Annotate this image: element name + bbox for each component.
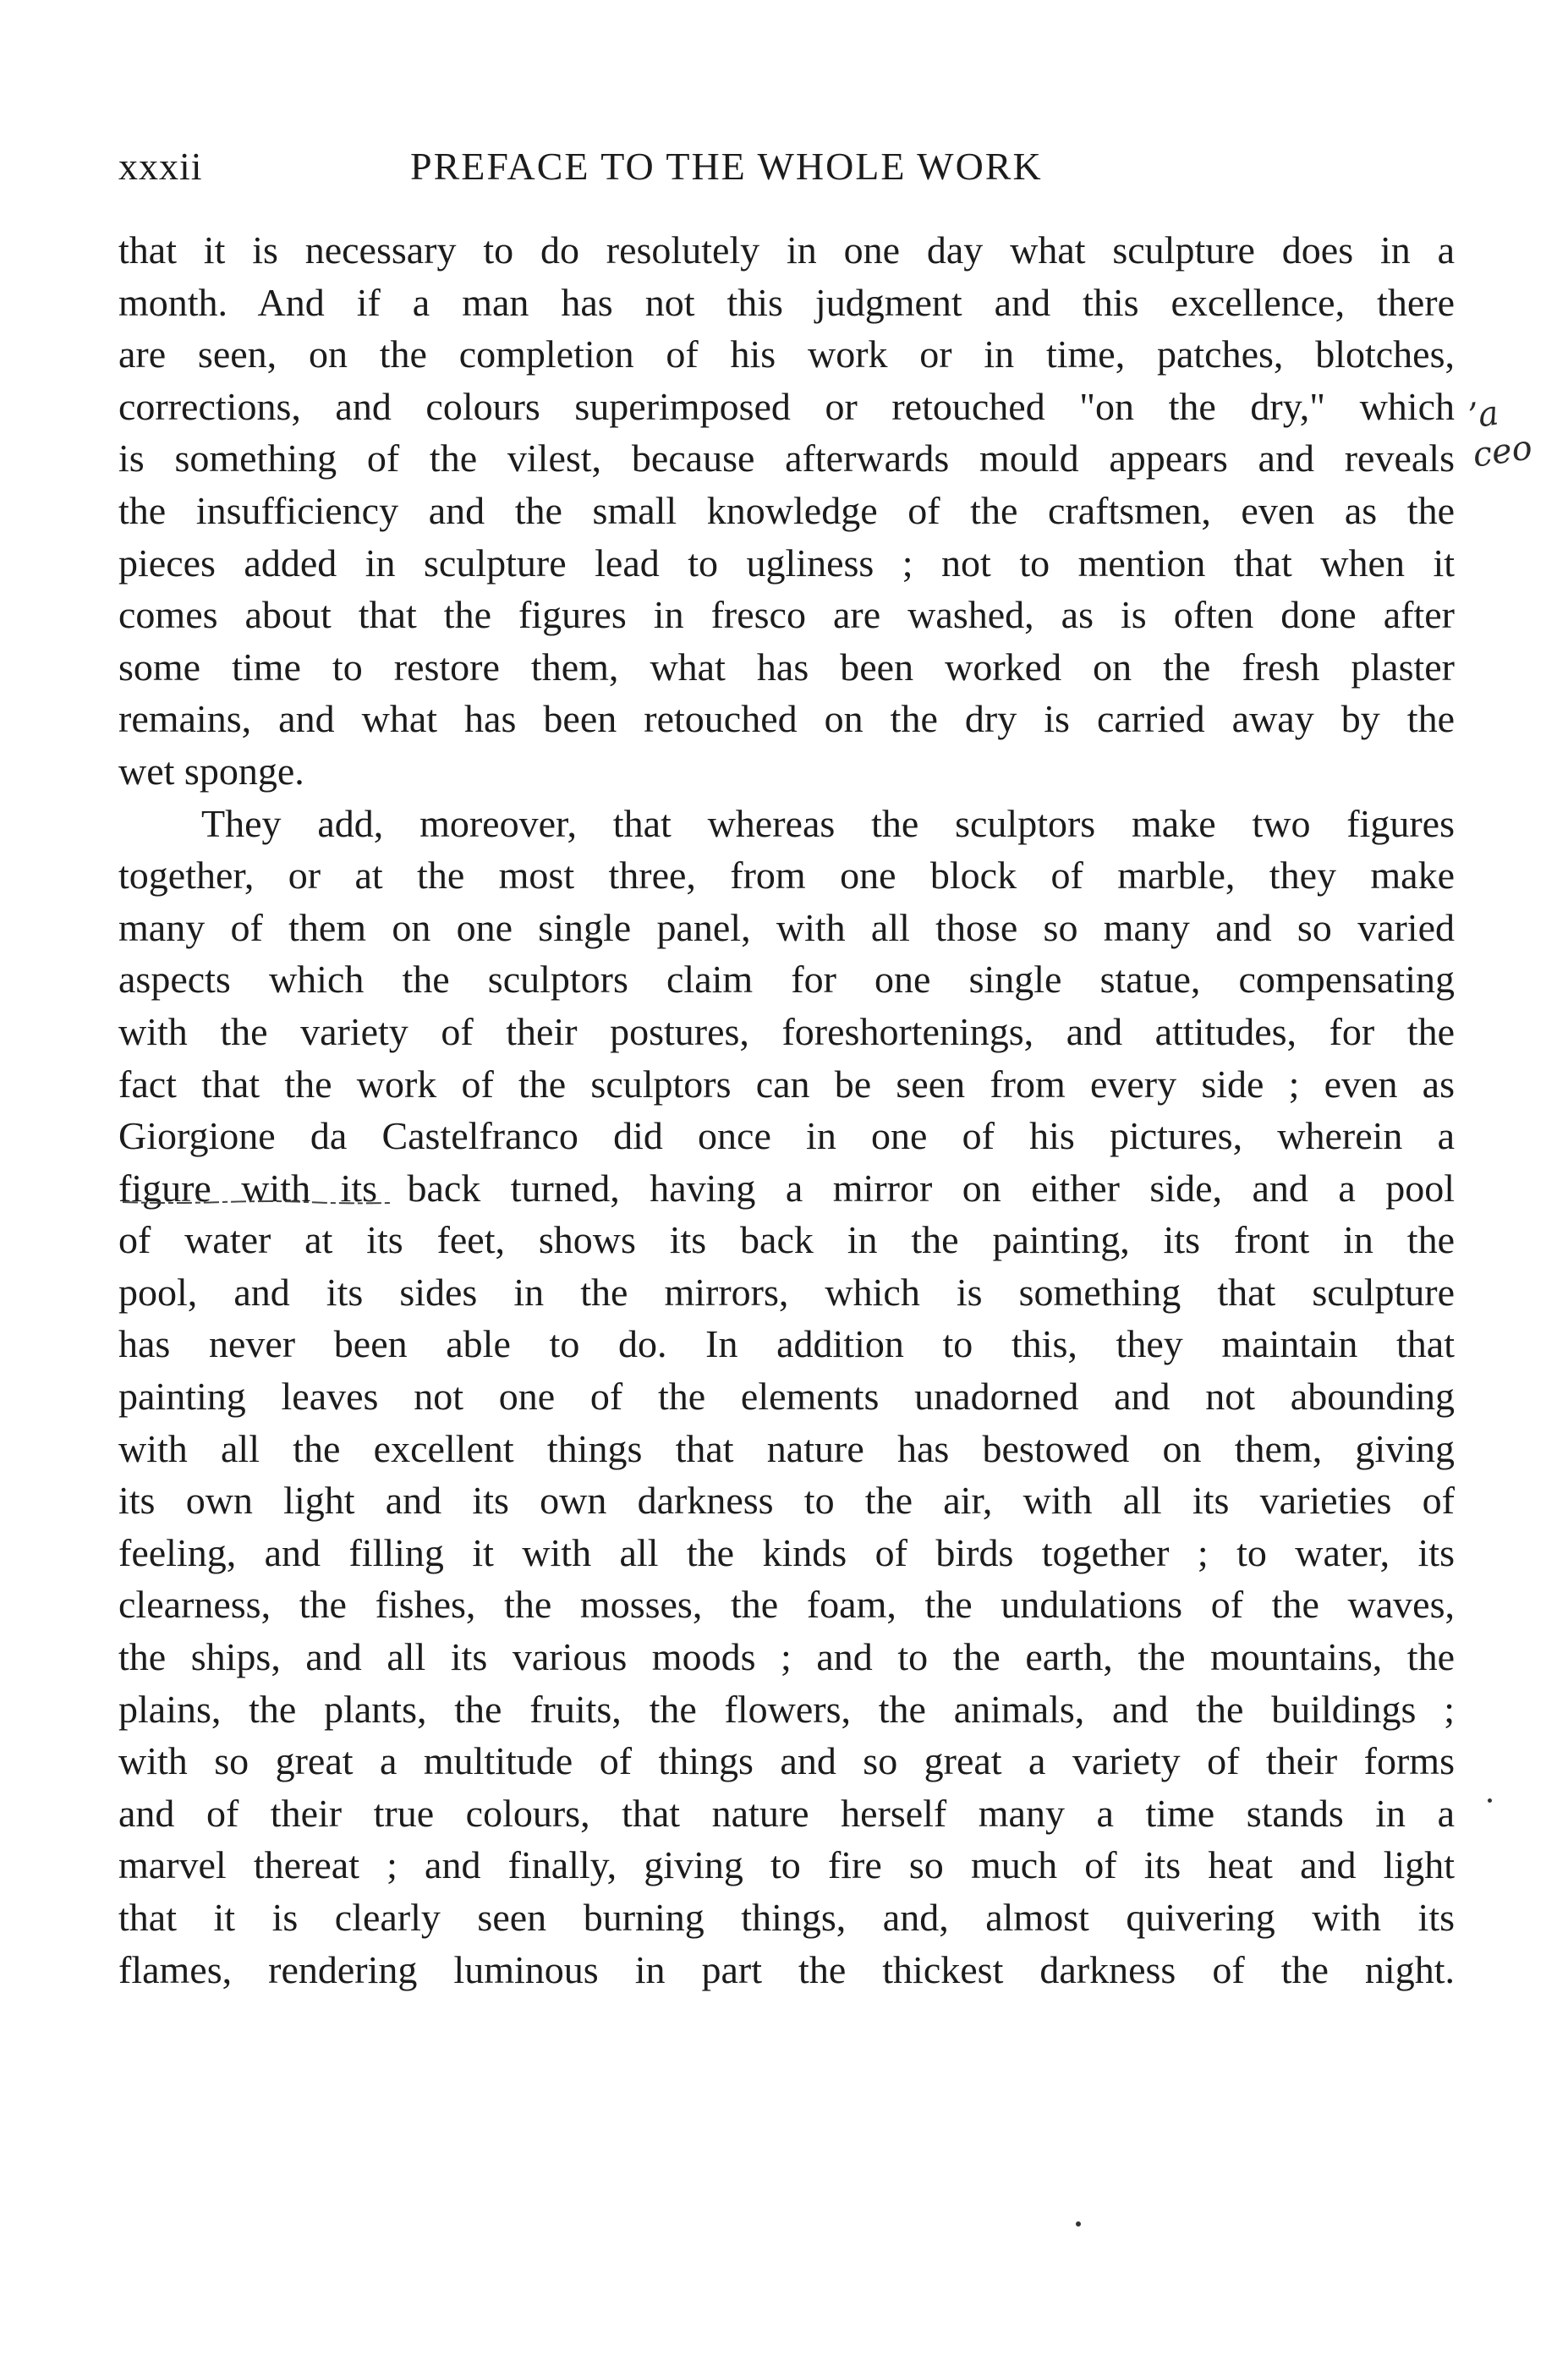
text-line: together, or at the most three, from one block of marble, they make [118, 854, 1455, 898]
pencil-underline-mark [121, 1200, 392, 1205]
running-title: PREFACE TO THE WHOLE WORK [410, 145, 1043, 188]
text-line: plains, the plants, the fruits, the flowers, the animals, and the buildings ; [118, 1687, 1455, 1731]
text-line: are seen, on the completion of his work or in time, patches, blotches, [118, 332, 1455, 376]
text-line: corrections, and colours superimposed or retouched "on the dry," which [118, 384, 1455, 428]
text-line: painting leaves not one of the elements unadorned and not abounding [118, 1375, 1455, 1419]
text-line: aspects which the sculptors claim for one single statue, compensating [118, 958, 1455, 1002]
text-line: the ships, and all its various moods ; and to the earth, the mountains, the [118, 1635, 1455, 1679]
text-line: wet sponge. [118, 749, 304, 793]
text-line: with so great a multitude of things and so great a variety of their forms [118, 1739, 1455, 1783]
text-line: with all the excellent things that nature has bestowed on them, giving [118, 1426, 1455, 1470]
ink-speck [1488, 1798, 1492, 1803]
text-line: pieces added in sculpture lead to ugliness ; not to mention that when it [118, 541, 1455, 585]
text-line: fact that the work of the sculptors can be seen from every side ; even as [118, 1062, 1455, 1106]
text-line: remains, and what has been retouched on the dry is carried away by the [118, 697, 1455, 741]
page-number: xxxii [118, 145, 203, 188]
text-line: many of them on one single panel, with all those so many and so varied [118, 905, 1455, 949]
paragraph-2 [118, 798, 1455, 1996]
text-line: with the variety of their postures, foreshortenings, and attitudes, for the [118, 1009, 1455, 1053]
text-line: They add, moreover, that whereas the sculptors make two figures [201, 801, 1455, 845]
text-line: clearness, the fishes, the mosses, the foam, the undulations of the waves, [118, 1583, 1455, 1627]
text-line: that it is clearly seen burning things, and, almost quivering with its [118, 1896, 1455, 1939]
text-line: flames, rendering luminous in part the thickest darkness of the night. [118, 1947, 1455, 1991]
handwritten-margin-note: ʼa ceo [1465, 393, 1535, 475]
body-text [118, 224, 1455, 1996]
text-line: pool, and its sides in the mirrors, which is something that sculpture [118, 1270, 1455, 1314]
text-line: is something of the vilest, because afterwards mould appears and reveals [118, 437, 1455, 480]
text-line: of water at its feet, shows its back in the painting, its front in the [118, 1218, 1455, 1262]
text-line: figure with its back turned, having a mirror on either side, and a pool [118, 1166, 1455, 1210]
text-line: that it is necessary to do resolutely in one day what sculpture does in a [118, 228, 1455, 272]
text-line: marvel thereat ; and finally, giving to fire so much of its heat and light [118, 1843, 1455, 1887]
text-line: has never been able to do. In addition to this, they maintain that [118, 1322, 1455, 1366]
paragraph-1 [118, 224, 1455, 798]
text-line: and of their true colours, that nature herself many a time stands in a [118, 1791, 1455, 1835]
text-line: feeling, and filling it with all the kinds of birds together ; to water, its [118, 1530, 1455, 1574]
ink-speck [1076, 2221, 1081, 2226]
text-line: comes about that the figures in fresco are washed, as is often done after [118, 593, 1455, 637]
text-line: month. And if a man has not this judgment and this excellence, there [118, 280, 1455, 324]
text-line: the insufficiency and the small knowledge of the craftsmen, even as the [118, 488, 1455, 532]
text-line: some time to restore them, what has been worked on the fresh plaster [118, 645, 1455, 689]
running-head [118, 144, 1438, 195]
text-line: Giorgione da Castelfranco did once in one of his pictures, wherein a [118, 1114, 1455, 1158]
text-line: its own light and its own darkness to the air, with all its varieties of [118, 1479, 1455, 1523]
